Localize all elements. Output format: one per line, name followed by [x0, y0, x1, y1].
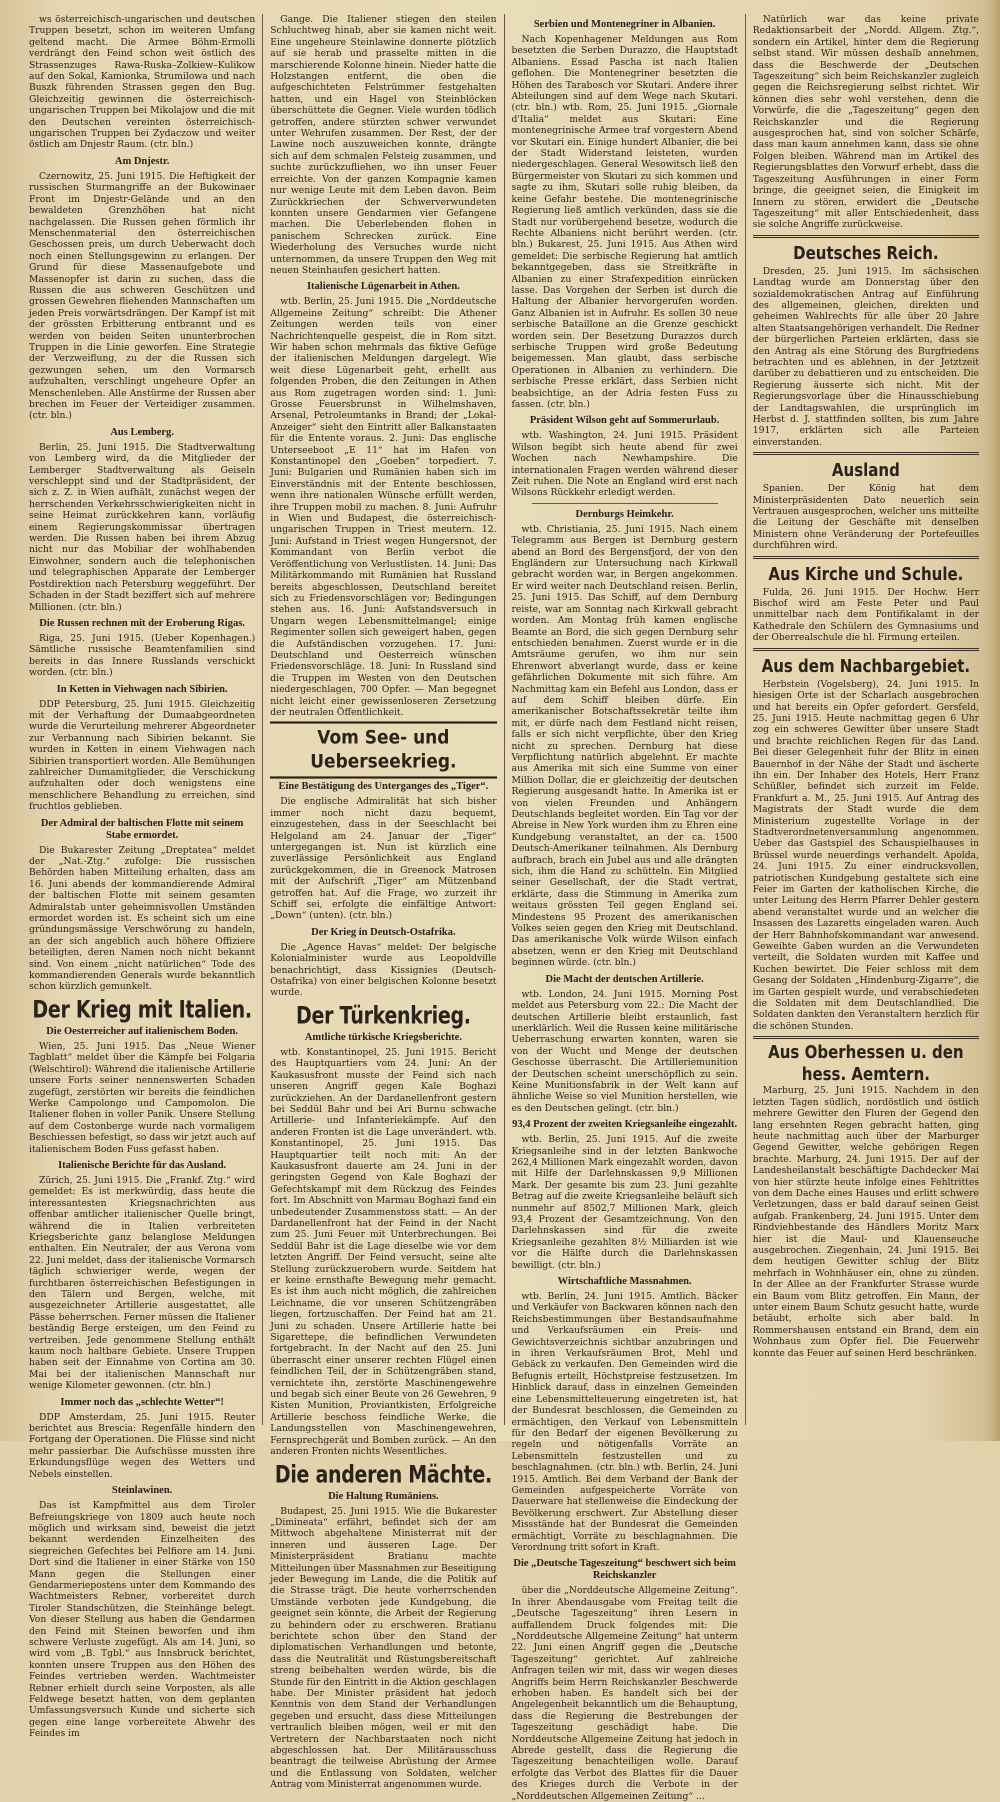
section-heading: Dernburgs Heimkehr.: [575, 508, 674, 520]
major-heading: Vom See- und Ueberseekrieg.: [270, 722, 496, 779]
article-text: Dresden, 25. Juni 1915. Im sächsischen Landtag wurde am Donnerstag über den sozialdemokratischen Antrag auf Einführung des allgemeinen, gleichen, direkten und geheimen Wahlrechts für alle über 20 Jahre alten Staatsangehörigen verhandelt. Die Redner der bürgerlichen Parteien erklärten, dass sie den Antrag als eine Störung des Burgfriedens betrachten und es ablehnen, in der Jetztzeit darüber zu debattieren und zu entscheiden. Die Regierung äusserte sich nicht. Mit der Regierungsvorlage über die Hinausschiebung der Landtagswahlen, die ursprünglich im Herbst d. J. stattfinden sollten, bis zum Jahre 1917, erklärten sich alle Parteien einverstanden.: [752, 265, 979, 448]
article-text: wtb. Berlin, 24. Juni 1915. Amtlich. Bäcker und Verkäufer von Backwaren können nach den Reichsbestimmungen über Bestandsaufnahme und Verkaufsräumen ein Preis- und Gewichtsverzeichnis sichtbar anzubringen und in ihren Verkaufsräumen Brot, Mehl und Gebäck zu verkaufen. Den Gemeinden wird die Befugnis erteilt, Höchstpreise festzusetzen. Im Hinblick darauf, dass in einzelnen Gemeinden eine Lebensmittelteuerung eingetreten ist, hat der Bundesrat beschlossen, die Gemeinden zu ermächtigen, den Verkauf von Lebensmitteln für den Bedarf der eigenen Bevölkerung zu regeln und nötigenfalls Vorräte an Lebensmitteln festzustellen und zu beschlagnahmen. (ctr. bln.) wtb. Berlin, 24. Juni 1915. Amtlich. Bei dem Verband der Bank der Gemeinden aufgespeicherte Vorräte von Dauerware hat stellenweise die Eindeckung der Bevölkerung erschwert. Zur Abstellung dieser Missstände hat der Bundesrat die Gemeinden ermächtigt, Vorräte zu beschlagnahmen. Die Verordnung tritt sofort in Kraft.: [511, 1291, 738, 1553]
article-text: Die „Agence Havas“ meldet: Der belgische Kolonialminister wurde aus Leopoldville benachrichtigt, dass Kissignies (Deutsch-Ostafrika) von einer belgischen Kolonne besetzt wurde.: [270, 941, 497, 999]
article-text: Zürich, 25. Juni 1915. Die „Frankf. Ztg.“ wird gemeldet: Es ist merkwürdig, dass heute die interessantesten Kriegsnachrichten aus offenbar amtlicher italienischer Quelle bringt, während die in Italien verbreiteten Kriegsberichte ganz belanglose Meldungen enthalten. Ein Neutraler, der aus Verona vom 22. Juni meldet, dass der italienische Vormarsch täglich schwieriger werde, wegen der furchtbaren österreichischen Befestigungen in den Tälern und Bergen, welche, mit ausgezeichneter Artillerie ausgestattet, alle Pässe beherrschen. Ferner müssen die Italiener beständig Berge ersteigen, um den Feind zu vertreiben. Jede genommene Stellung enthält kaum noch haltbare Gebiete. Unsere Truppen haben seit der Einnahme von Cortina am 30. Mai bei der italienischen Mannschaft nur wenige Kilometer gewonnen. (ctr. bln.): [29, 1174, 256, 1392]
article-text: wtb. Christiania, 25. Juni 1915. Nach einem Telegramm aus Bergen ist Dernburg gestern abend an Bord des Bergensfjord, der von den Engländern zur Untersuchung nach Kirkwall gebracht worden war, in Bergen angekommen. Er wird weiter nach Deutschland reisen. Berlin, 25. Juni 1915. Das Schiff, auf dem Dernburg reiste, war am Sonntag nach Kirkwall gebracht worden. Am Montag früh kamen englische Beamte an Bord, die sich gegen Dernburg sehr entschieden benahmen. Zuerst wurde er in die Amtsräume gerufen, wo ihm nur sein Ehrenwort abverlangt wurde, dass er keine gefährlichen Dokumente mit sich führe. Am Nachmittag kam ein Befehl aus London, dass er auf dem Schiff bleiben dürfe. Ein amerikanischer Botschaftssekretär teilte ihm mit, er dürfe nach dem Festland nicht reisen, falls er sich nicht verpflichte, über den Krieg nicht zu sprechen. Dernburg hat diese Verpflichtung natürlich abgelehnt. Er machte aus Amerika mit sich eine Summe von einer Million Dollar, die er gleichzeitig der deutschen Regierung ausgesandt hatte. In Amerika ist er von vielen Freunden und Anhängern Deutschlands begleitet worden. Ein Tag vor der Abreise in New York wurden ihm zu Ehren eine Kundgebung veranstaltet, an der ca. 1500 Deutsch-Amerikaner teilnahmen. Als Dernburg aufbrach, brach ein Jubel aus und alle drängten sich, ihm die Hand zu schütteln. Ein Mitglied seiner Gesellschaft, der die Stadt vertrat, erklärte, dass die Stimmung in Amerika zum weitaus grössten Teil gegen England sei. Mindestens 95 Prozent des amerikanischen Volkes seien gegen den Krieg mit Deutschland. Das amerikanische Volk würde Wilson einfach absetzen, wenn er den Krieg mit Deutschland beginnen würde. (ctr. bln.): [511, 523, 738, 969]
column-container: [22, 14, 986, 1802]
section-heading: Amtliche türkische Kriegsberichte.: [304, 1031, 462, 1043]
article-text: wtb. London, 24. Juni 1915. Morning Post meldet aus Petersburg vom 22.: Die Macht der deutschen Artillerie bleibt erstaunlich, fast unerklärlich. Weil die Russen keine militärische Ueberraschung erwarten konnten, waren sie von der Wucht und Menge der deutschen Geschosse überrascht. Die Artilleriemunition der Deutschen scheint unerschöpflich zu sein. Keine Munitionsfabrik in der Welt kann auf ähnliche Weise so viel Munition herstellen, wie es den Deutschen gelingt. (ctr. bln.): [511, 988, 738, 1114]
divider: [753, 556, 979, 559]
section-heading: Italienische Berichte für das Ausland.: [58, 1159, 227, 1171]
article-text: Marburg, 25. Juni 1915. Nachdem in den letzten Tagen südlich, nordöstlich und östlich mehrere Gewitter den Fluren der Gegend den lang ersehnten Regen gebracht hatten, ging heute nachmittag auch über der Marburger Gegend Gewitter, welche gehörigen Regen brachte. Marburg, 24. Juni 1915. Der auf der Landesheilanstalt beschäftigte Dachdecker Mai von hier stürzte heute infolge eines Fehltrittes von dem Dache eines Hauses und erlitt schwere Verletzungen, dass er bald darauf seinen Geist aufgab. Frankenberg, 24. Juni 1915. Unter dem Rindviehbestande des Händlers Moritz Marx hier ist die Maul- und Klauenseuche ausgebrochen. Ziegenhain, 24. Juni 1915. Bei dem heutigen Gewitter schlug der Blitz mehrfach in Wohnhäuser ein, ohne zu zünden. In der Allee an der Frankfurter Strasse wurde ein Baum vom Blitz getroffen. Ein Mann, der unter einem Baum Schutz gesucht hatte, wurde betäubt, erholte sich aber bald. In Rommershausen entstand ein Brand, dem ein Wohnhaus zum Opfer fiel. Die Feuerwehr konnte das Feuer auf seinen Herd beschränken.: [752, 1085, 979, 1359]
article-text: Nach Kopenhagener Meldungen aus Rom besetzten die Serben Durazzo, die Hauptstadt Albaniens. Essad Pascha ist nach Italien geflohen. Die Montenegriner besetzten die Höhen des Tarabosch vor Skutari. Andere ihrer Abteilungen sind auf dem Wege nach Skutari. (ctr. bln.) wtb. Rom, 25. Juni 1915. „Giornale d'Italia“ meldet aus Skutari: Eine montenegrinische Armee traf vorgestern Abend vor Skutari ein. Einige hundert Albanier, die bei der Stadt Widerstand leisteten, wurden niedergeschlagen. General Wesowitsch ließ den Bürgermeister von Skutari zu sich kommen und sagte zu ihm, Skutari solle ruhig bleiben, da keine Gefahr bestehe. Die montenegrinische Regierung ließ amtlich verkünden, dass sie die Stadt nur vorübergehend besetze, wodurch die Rechte Albaniens nicht berührt werden. (ctr. bln.) Bukarest, 25. Juni 1915. Aus Athen wird gemeldet: Die serbische Regierung hat amtlich bekanntgegeben, dass sie Streitkräfte in Albanien zu einer Strafexpedition einrücken lasse. Das Vorgehen der Serben ist durch die Haltung der Albanier hervorgerufen worden. Ganz Albanien ist in Aufruhr. Es sollen 30 neue serbische Bataillone an die Grenze geschickt worden sein. Der Besetzung Durazzos durch serbische Truppen wird große Bedeutung beigemessen. Man glaubt, dass serbische Operationen in Albanien zu verhindern. Die serbische Presse erklärt, dass Serbien nicht beabsichtige, an der Adria festen Fuss zu fassen. (ctr. bln.): [511, 34, 738, 410]
section-heading: Die „Deutsche Tageszeitung“ beschwert sich beim Reichskanzler: [513, 1558, 736, 1582]
section-heading: Die Macht der deutschen Artillerie.: [545, 973, 704, 985]
section-heading: Präsident Wilson geht auf Sommerurlaub.: [529, 415, 720, 427]
article-text: Wien, 25. Juni 1915. Das „Neue Wiener Tagblatt“ meldet über die Kämpfe bei Folgaria (Welschtirol): Während die italienische Artillerie unsere Forts seiner nennenswerten Schaden zugefügt, zerstörten wir bereits die feindlichen Werke Campolongo und Campomolon. Die Italiener flohen in voller Panik. Unsere Stellung auf dem Costonberge wurde nach vormaligem Beschiessen befestigt, so dass wir jetzt auch auf italienischem Boden Fuss gefasst haben.: [29, 1040, 256, 1155]
divider: [532, 503, 718, 504]
article-text: Herbstein (Vogelsberg), 24. Juni 1915. In hiesigen Orte ist der Scharlach ausgebrochen und hat bereits ein Opfer gefordert. Gersfeld, 25. Juni 1915. Heute nachmittag gegen 6 Uhr zog ein schweres Gewitter über unsere Stadt und brachte reichlichen Regen für das Land. Bei dieser Gelegenheit fuhr der Blitz in einen Bauernhof in der Nähe der Stadt und äscherte ihn ein. Der Inhaber des Hotels, Herr Franz Schüßler, befindet sich zurzeit im Felde. Frankfurt a. M., 25. Juni 1915. Auf Antrag des Magistrats der Stadt wurde die dem Ministerium zugestellte Vorlage in der Stadtverordnetenversammlung angenommen. Ueber das Gastspiel des Schauspielhauses in Brüssel wurde neuerdings verhandelt. Apolda, 24. Juni 1915. Zu einer eindrucksvollen, patriotischen Kundgebung gestaltete sich eine Feier im Garten der katholischen Kirche, die unter Leitung des Herrn Pfarrer Dehler gestern abend veranstaltet wurde und an welcher die Insassen des Lazaretts eingeladen waren. Auch der Herr Bahnhofskommandant war anwesend. Geweihte Gaben wurden an die Verwundeten verteilt, die Soldaten wurden mit Kaffee und Kuchen bewirtet. Die Feier schloss mit dem Gesang der Soldaten „Hindenburg-Zigarre“, die im Garten gespielt wurde, und verabschiedeten die Soldaten mit dem Deutschlandlied. Die Soldaten dankten den Veranstaltern herzlich für die schönen Stunden.: [752, 678, 979, 1032]
section-heading: 93,4 Prozent der zweiten Kriegsanleihe eingezahlt.: [512, 1119, 738, 1131]
article-text: wtb. Washington, 24. Juni 1915. Präsident Wilson begibt sich heute abend für zwei Wochen nach Newhampshire. Die internationalen Fragen werden während dieser Zeit ruhen. Die Note an England wird erst nach Wilsons Rückkehr erledigt werden.: [511, 430, 738, 499]
article-text: wtb. Berlin, 25. Juni 1915. Auf die zweite Kriegsanleihe sind in der letzten Bankwoche 262,4 Millionen Mark eingezahlt worden, davon mit Hilfe der Darlehnskassen 9,9 Millionen Mark. Der gesamte bis zum 23. Juni gezahlte Betrag auf die zweite Kriegsanleihe beläuft sich nunmehr auf 8502,7 Millionen Mark, gleich 93,4 Prozent der Gesamtzeichnung. Von den Darlehnskassen sind für die zweite Kriegsanleihe gezahlten 8½ Milliarden ist wie vor die Hälfte durch die Darlehnskassen bewilligt. (ctr. bln.): [511, 1134, 738, 1271]
divider: [753, 648, 979, 651]
major-heading: Deutsches Reich.: [793, 241, 939, 264]
column-1: [22, 14, 263, 1740]
article-text: Spanien. Der König hat dem Ministerpräsidenten Dato neuerlich sein Vertrauen ausgesprochen, welcher uns mitteilte die Leitung der Geschäfte mit denselben Ministern ohne Veränderung der Portefeuilles durchführen wird.: [752, 483, 979, 552]
section-heading: Wirtschaftliche Massnahmen.: [557, 1276, 692, 1288]
section-heading: Der Admiral der baltischen Flotte mit seinem Stabe ermordet.: [40, 817, 244, 841]
article-text: Das ist Kampfmittel aus dem Tiroler Befreiungskriege von 1809 auch heute noch möglich und wirksam sind, beweist die jetzt bekannt werdenden Einzelheiten des siegreichen Gefechtes bei Pelfiore am 14. Juni. Dort sind die Italiener in einer Stärke von 150 Mann gegen die Stellungen einer Gendarmeriepostens unter dem Kommando des Wachtmeisters Rebner, vorbereitet durch Tiroler Standschützen, die Steinhänge belegt. Von dieser Stellung aus haben die Gendarmen den Feind mit Steinen beworfen und ihm schwere Verluste zugefügt. Als am 14. Juni, so wird vom „B. Tgbl.“ aus Innsbruck berichtet, konnten unsere Truppen aus den Höhen des Feindes vertrieben werden. Wachtmeister Rebner erhielt durch seine Vorposten, als alle Feldwege besetzt hatten, von dem geplanten Umfassungsversuch Kunde und sicherte sich gegen eine lange vorbereitete Abwehr des Feindes im: [29, 1500, 256, 1740]
article-text: Gange. Die Italiener stiegen den steilen Schluchtweg hinab, aber sie kamen nicht weit. Eine ungeheure Steinlawine donnerte plötzlich auf sie herab und prasselte mitten in die marschierende Kolonne hinein. Nieder hatte die Holzstangen entfernt, die oben die aufgeschichteten Felstrümmer festgehalten hatten, und ein Hagel von Steinblöcken überschüttete die Gegner. Viele wurden tödlich getroffen, andere stürzten schwer verwundet unter Wehrufen zusammen. Der Rest, der der Lawine noch auszuweichen konnte, drängte sich auf dem schmalen Felsteig zusammen, und suchte zurückzufliehen, wo ihn unser Feuer erreichte. Von der ganzen Kompagnie kamen nur wenige Leute mit dem Leben davon. Beim Zurückkriechen der Schwerverwundeten konnten unsere Gendarmen vier Gefangene machen. Die Ueberlebenden flohen in panischem Schrecken zurück. Eine Wiederholung des Versuches wurde nicht unternommen, da unsere Truppen den Weg mit neuen Steinhaufen gesichert hatten.: [270, 14, 497, 276]
section-heading: Italienische Lügenarbeit in Athen.: [306, 281, 460, 293]
article-text: ws österreichisch-ungarischen und deutschen Truppen besetzt, schon im weiteren Umfang geltend macht. Die Armee Böhm-Ermolli verdrängt den Feind schon weit östlich des Strassenzuges Rawa-Ruska–Zolkiew–Kulikow auf den Sokal, Kamionka, Strumilowa und nach Buszk führenden Strassen gegen den Bug. Gleichzeitig gewinnen die österreichisch-ungarischen Truppen bei Mikolajow und die mit den Deutschen vereinten österreichisch-ungarischen Truppen bei Zydaczow und weiter östlich am Dnjestr Raum. (ctr. bln.): [29, 14, 256, 151]
article-text: Budapest, 25. Juni 1915. Wie die Bukarester „Dimineata“ erfährt, befindet sich der am Mittwoch abgehaltene Ministerrat mit der inneren und äusseren Lage. Der Ministerpräsident Bratianu machte Mitteilungen über Massnahmen zur Beseitigung jeder Bewegung im Lande, die die Politik auf die Strasse trägt. Die heute vorherrschenden Umstände verboten jede Kundgebung, die geeignet sein könnte, die Arbeit der Regierung zu behindern oder zu erschweren. Bratianu berichtete schon über den Stand der diplomatischen Verhandlungen und betonte, dass die Neutralität und Rüstungsbereitschaft streng beibehalten werden würde, bis die Stunde für den Eintritt in die Aktion geschlagen habe. Der Minister präsident hat jedoch Kenntnis von dem Stand der Verhandlungen gegeben und ersucht, dass diese Mitteilungen vertraulich bleiben mögen, weil er mit den Vertretern der Nachbarstaaten noch nicht abgeschlossen hat. Der Militärausschuss beantragt die teilweise Abrüstung der Armee und die Entlassung von Soldaten, welcher Antrag vom Ministerrat angenommen wurde.: [270, 1505, 497, 1791]
major-heading: Die anderen Mächte.: [274, 1460, 492, 1489]
article-text: Riga, 25. Juni 1915. (Ueber Kopenhagen.) Sämtliche russische Beamtenfamilien sind bereits in das Innere Russlands verschickt worden. (ctr. bln.): [29, 632, 256, 679]
section-heading: Die Russen rechnen mit der Eroberung Rigas.: [39, 617, 245, 629]
page-edge-stain: [986, 0, 1000, 1441]
section-heading: Aus Lemberg.: [110, 426, 174, 438]
major-heading: Aus Oberhessen u. den hess. Aemtern.: [768, 1041, 964, 1085]
section-heading: Immer noch das „schlechte Wetter“!: [60, 1396, 224, 1408]
section-heading: Eine Bestätigung des Unterganges des „Tiger“.: [278, 781, 489, 793]
divider: [753, 452, 979, 455]
article-text: Die englische Admiralität hat sich bisher immer noch nicht dazu bequemt, einzugestehen, dass in der Seeschlacht bei Helgoland am 24. Januar der „Tiger“ untergegangen ist. Nun ist kürzlich eine zuverlässige Persönlichkeit aus England zurückgekommen, die in Greenock Matrosen mit der Aufschrift „Tiger“ am Mützenband getroffen hat. Auf die Frage, wo zurzeit ihr Schiff sei, erfolgte die einfältige Antwort: „Down“ (unten). (ctr. bln.): [270, 796, 497, 922]
major-heading: Ausland: [831, 459, 900, 482]
article-text: wtb. Berlin, 25. Juni 1915. Die „Norddeutsche Allgemeine Zeitung“ schreibt: Die Athener Zeitungen werden teils von einer Nachrichtenquelle gespeist, die in Rom sitzt. Wir haben schon mehrmals das fiktive Gefüge der italienischen Meldungen dargelegt. Wie weit diese Lügenarbeit geht, erhellt aus folgenden Proben, die den Zeitungen in Athen aus Rom zugetragen worden sind: 1. Juni: Grosse Feuersbrunst in Wilhelmshaven, Arsenal, Petroleumtanks in Brand; der „Lokal-Anzeiger“ sieht den Eintritt aller Balkanstaaten für die Entente voraus. 2. Juni: Das englische Unterseeboot „E 11“ hat im Hafen von Konstantinopel den „Goeben“ torpediert. 7. Juni: Bulgarien und Rumänien haben sich im Einverständnis mit der Entente beschlossen, wenn ihre nationalen Wünsche erfüllt werden, ihre Truppen mobil zu machen. 8. Juni: Aufruhr in Wien und Budapest, die österreichisch-ungarischen Truppen in Triest meutern. 12. Juni: Aufstand in Triest wegen Hungersnot, der Kommandant von Berlin verbot die Veröffentlichung von Verlustlisten. 14. Juni: Das Militärkommando mit Rumänien hat Russland bereits abgeschlossen, Deutschland bereitet sich zu Friedensvorschlägen vor; Bedingungen stehen aus. 16. Juni: Aufstandsversuch in Ungarn wegen Lebensmittelmangel; einige Regimenter sollen sich geweigert haben, gegen die Aufständischen vorzugehen. 17. Juni: Deutschland und Oesterreich wünschen Friedensvorschläge. 18. Juni: In Russland sind die Truppen im Westen von den Deutschen niedergeschlagen, 700 Opfer. — Man begegnet nicht leicht einer gewissenloseren Zersetzung der neutralen Öffentlichkeit.: [270, 296, 497, 718]
section-heading: Die Oesterreicher auf italienischem Boden.: [46, 1025, 239, 1037]
article-text: DDP Amsterdam, 25. Juni 1915. Reuter berichtet aus Brescia: Regenfälle hindern den Fortgang der Operationen. Die Flüsse sind nicht mehr passierbar. Die Aufschüsse mussten ihre Erkundungsflüge wegen des Wetters und Nebels einstellen.: [29, 1411, 256, 1480]
section-heading: Die Haltung Rumäniens.: [328, 1490, 439, 1502]
major-heading: Der Krieg mit Italien.: [32, 996, 252, 1024]
section-heading: Steinlawinen.: [111, 1485, 173, 1497]
section-heading: Serbien und Montenegriner in Albanien.: [533, 19, 716, 30]
column-3: [505, 14, 746, 1802]
major-heading: Der Türkenkrieg.: [296, 1002, 471, 1030]
section-heading: Am Dnjestr.: [114, 155, 170, 167]
article-text: DDP Petersburg, 25. Juni 1915. Gleichzeitig mit der Verhaftung der Dumaabgeordneten wurde die Verurteilung mehrerer Abgeordneter zur Verbannung nach Sibirien bekannt. Sie wurden in Ketten in einem Viehwagen nach Sibirien transportiert worden. Alle Bemühungen zahlreicher Dumamitglieder, die Verschickung aufzuhalten oder doch wenigstens eine menschlichere Behandlung zu erreichen, sind fruchtlos geblieben.: [29, 698, 256, 813]
article-text: über die „Norddeutsche Allgemeine Zeitung“. In ihrer Abendausgabe vom Freitag teilt die „Deutsche Tageszeitung“ ihren Lesern in auffallendem Druck folgendes mit: Die „Norddeutsche Allgemeine Zeitung“ hat unterm 22. Juni einen Angriff gegen die „Deutsche Tageszeitung“ gerichtet. Auf zahlreiche Anfragen teilen wir mit, dass wir wegen dieses Angriffs beim Herrn Reichskanzler Beschwerde erhoben haben. Es handelt sich bei der Angelegenheit bekanntlich um die Behauptung, dass die Regierung die Bestrebungen der Tageszeitung geschädigt habe. Die Norddeutsche Allgemeine Zeitung hat jedoch in Abrede gestellt, dass die Regierung die Tageszeitung benachteiligen wolle. Darauf erfolgte das Verbot des Blattes für die Dauer des Krieges durch die Verbote in der „Norddeutschen Allgemeinen Zeitung“ ...: [511, 1585, 738, 1802]
column-4: [746, 14, 986, 1425]
section-heading: In Ketten in Viehwagen nach Sibirien.: [56, 683, 228, 695]
article-text: Berlin, 25. Juni 1915. Die Stadtverwaltung von Lemberg wird, da die Mitglieder der Lemberger Stadtverwaltung als Geiseln verschleppt sind und der Stadtpräsident, der sich z. Z. in Wien aufhält, zunächst wegen der herrschenden Verkehrsschwierigkeiten nicht in seine Heimat zurückkehren kann, vorläufig einem Regierungskommissar übertragen werden. Die Russen haben bei ihrem Abzug nicht nur das Mobiliar der wohlhabenden Einwohner, sondern auch die telephonischen und telegraphischen Apparate der Lemberger Postdirektion nach Petersburg weggeführt. Der Schaden in der Stadt beziffert sich auf mehrere Millionen. (ctr. bln.): [29, 441, 256, 613]
article-text: Natürlich war das keine private Redaktionsarbeit der „Nordd. Allgem. Ztg.“, sondern ein Artikel, hinter dem die Regierung selbst stand. Wir müssen deshalb annehmen, dass die Beschwerde der „Deutschen Tageszeitung“ sich beim Reichskanzler zugleich gegen die Reichsregierung selbst richtet. Wir können dies sehr wohl verstehen, denn die Vorwürfe, die die „Tageszeitung“ gegen den Reichskanzler und die Regierung ausgesprochen hat, sind von solcher Schärfe, dass man kaum annehmen kann, dass sie ohne Folgen bleiben. Während man im Artikel des Regierungsblattes den Vorwurf erhebt, dass die Tageszeitung Ausführungen in einer Form bringe, die geeignet seien, die Einigkeit im Innern zu stören, erwidert die „Deutsche Tageszeitung“ mit aller Entschiedenheit, dass sie solche Angriffe zurückweise.: [752, 14, 979, 231]
divider: [753, 1036, 979, 1039]
major-heading: Aus dem Nachbargebiet.: [761, 654, 971, 677]
article-text: Fulda, 26. Juni 1915. Der Hochw. Herr Bischof wird am Feste Peter und Paul unmittelbar nach dem Pontifikalamt in der Kathedrale den Schülern des Gymnasiums und der Oberrealschule die hl. Firmung erteilen.: [752, 586, 979, 644]
column-2: [263, 14, 504, 1791]
divider: [753, 235, 979, 238]
article-text: Czernowitz, 25. Juni 1915. Die Heftigkeit der russischen Sturmangriffe an der Bukowinaer Front im Dnjestr-Gelände und an den bewaldeten Grenzhöhen hat nicht nachgelassen. Die Russen gehen förmlich ihr Menschenmaterial den österreichischen Geschossen preis, um durch Ueberwacht doch noch einen Stellungsgewinn zu erlangen. Der Grund für diese Massenaufgebote und Massenopfer ist darin zu suchen, dass die Russen die aus schweren Geschützen und grossen Gewehren fliehenden Mannschaften um jeden Preis vorwärtsdrängen. Der Kampf ist mit der grössten Erbitterung entbrannt und es werden von beiden Seiten ununterbrochen Truppen in die Linie geworfen. Eine Strategie der Verzweiflung, zu der die Russen sich gezwungen sehen, um den Vormarsch aufzuhalten, verschlingt ungeheure Opfer an Menschenleben. Alle Anstürme der Russen aber brechen im Feuer der Verteidiger zusammen. (ctr. bln.): [29, 170, 256, 422]
article-text: Die Bukarester Zeitung „Dreptatea“ meldet der „Nat.-Ztg.“ zufolge: Die russischen Behörden haben Mitteilung erhalten, dass am 16. Juni abends der kommandierende Admiral der baltischen Flotte mit seinem gesamten Admiralstab unter geheimnisvollen Umständen ermordet worden ist. Es scheint sich um eine gründungsmässige Verschwörung zu handeln, an der sich angeblich auch höhere Offiziere beteiligten, deren Namen noch nicht bekannt sind. Von einem „nicht natürlichen“ Tode des kommandierenden Generals wurde bekanntlich schon kürzlich gemunkelt.: [29, 844, 256, 993]
major-heading: Aus Kirche und Schule.: [768, 562, 964, 585]
section-heading: Der Krieg in Deutsch-Ostafrika.: [311, 926, 456, 938]
article-text: wtb. Konstantinopel, 25. Juni 1915. Bericht des Hauptquartiers vom 24. Juni: An der Kaukasusfront musste der Feind sich nach unseren Angriff gegen Kale Boghazi zurückziehen. An der Dardanellenfront gestern bei Seddül Bahr und bei Ari Burnu schwache Artillerie- und Infanteriekämpfe. Auf den anderen Fronten ist die Lage unverändert. wtb. Konstantinopel, 25. Juni 1915. Das Hauptquartier teilt noch mit: An der Kaukasusfront dauerte am 24. Juni in der geringsten Gegend von Kale Boghazi der Gefechtskampf mit dem Rückzug des Feindes fort. Im Abschnitt von Marmau Boghazi fand ein unbedeutender Zusammenstoss statt. — An der Dardanellenfront hat der Feind in der Nacht zum 25. Juni Feuer mit Unterbrechungen. Bei Seddül Bahr ist die Lage dieselbe wie vor dem letzten Angriff. Der Feind versucht, seine alte Stellung zurückzuerobern wurde. Seitdem hat er keine ernsthafte Bewegung mehr gemacht. Es ist ihm auch nicht möglich, die zahlreichen Leichname, die vor unseren Schützengräben liegen, fortzuschaffen. Der Feind hat am 21. Juni zu schaden. Unsere Artillerie hatte bei Sigarettepe, die befindlichen Verwundeten fortgebracht. In der Nacht auf den 25. Juni überrascht einer unserer rechten Flügel einen feindlichen Teil, der in Schützengräben stand, vernichtete ihn, zerstörte Maschinengewehre und begab sich einer Beute von 26 Gewehren, 9 Kisten Munition, Proviantkisten, Erfolgreiche Artillerie beschoss feindliche Werke, die Landungsstellen von Maschinengewehren, Fernsprechgerät und Bomben zurück. — An den anderen Fronten nichts Wesentliches.: [270, 1046, 497, 1458]
